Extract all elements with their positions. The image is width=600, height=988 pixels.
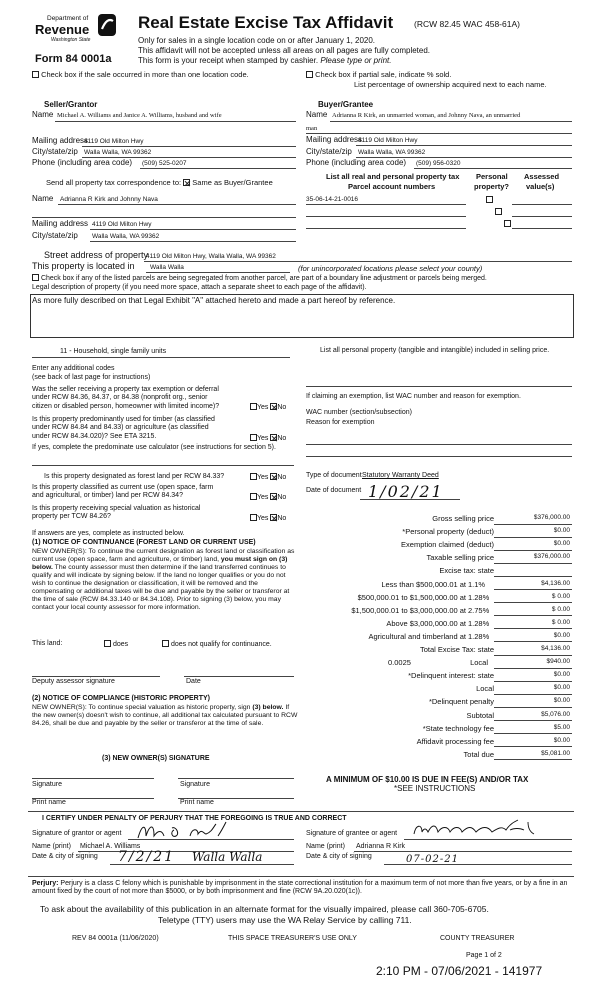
tax-row-label: *Personal property (deduct) bbox=[402, 527, 494, 537]
does-option[interactable]: does bbox=[104, 640, 128, 649]
tax-row-value[interactable]: $5,081.00 bbox=[541, 749, 570, 757]
tax-row-label: Local bbox=[470, 658, 488, 668]
doc-type-label: Type of document bbox=[306, 472, 362, 479]
rev-number: REV 84 0001a (11/06/2020) bbox=[72, 935, 159, 942]
street-value[interactable]: 4119 Old Milton Hwy, Walla Walla, WA 99362 bbox=[146, 253, 276, 260]
seller-mail[interactable]: 4119 Old Milton Hwy bbox=[84, 138, 144, 145]
grantee-sig-label: Signature of grantee or agent bbox=[306, 830, 398, 837]
tax-row-value[interactable]: $376,000.00 bbox=[533, 514, 570, 521]
tax-row-label: Less than $500,000.01 at bbox=[381, 579, 466, 589]
tax-row-rate: 0.0025 bbox=[388, 658, 411, 668]
buyer-city-label: City/state/zip bbox=[306, 147, 352, 156]
tax-row-value[interactable]: $4,136.00 bbox=[541, 579, 570, 587]
deputy-date-label: Date bbox=[186, 678, 201, 685]
form-number: Form 84 0001a bbox=[35, 53, 112, 65]
notice3-title: (3) NEW OWNER(S) SIGNATURE bbox=[102, 755, 210, 762]
additional-codes-2: (see back of last page for instructions) bbox=[32, 374, 151, 381]
assessed-header-2: value(s) bbox=[526, 182, 555, 191]
legal-description: As more fully described on that Legal Exhibit "A" attached hereto and made a part hereof by reference. bbox=[32, 296, 396, 305]
partial-sale-checkbox[interactable] bbox=[306, 71, 313, 78]
grantee-date[interactable]: 07-02-21 bbox=[406, 854, 459, 865]
q1-no-checkbox[interactable] bbox=[270, 403, 277, 410]
dept-line1: Department of bbox=[47, 15, 89, 22]
tax-row-value[interactable]: $940.00 bbox=[546, 658, 570, 666]
notice2-title: (2) NOTICE OF COMPLIANCE (HISTORIC PROPERTY) bbox=[32, 695, 210, 702]
seller-mail-label: Mailing address bbox=[32, 136, 89, 145]
deputy-signature-label: Deputy assessor signature bbox=[32, 678, 115, 685]
multi-location-check[interactable]: Check box if the sale occurred in more than one location code. bbox=[32, 70, 249, 79]
q5-no-checkbox[interactable] bbox=[270, 514, 277, 521]
tax-row-label: Taxable selling price bbox=[426, 553, 494, 563]
dept-line3: Washington State bbox=[51, 37, 91, 43]
certify-heading: I CERTIFY UNDER PENALTY OF PERJURY THAT THE FOREGOING IS TRUE AND CORRECT bbox=[42, 815, 347, 822]
form-title: Real Estate Excise Tax Affidavit bbox=[138, 13, 394, 32]
buyer-city[interactable]: Walla Walla, WA 99362 bbox=[358, 149, 426, 156]
new-owner-signature-1: Signature bbox=[32, 781, 62, 788]
tax-row-value[interactable]: $0.00 bbox=[553, 527, 570, 535]
dept-line2: Revenue bbox=[35, 22, 90, 37]
buyer-mail[interactable]: 4119 Old Milton Hwy bbox=[358, 137, 418, 144]
q5-answer[interactable]: Yes No bbox=[250, 514, 286, 523]
new-owner-print-2: Print name bbox=[180, 799, 214, 806]
tax-row-label: Gross selling price bbox=[432, 514, 494, 523]
minimum-due: A MINIMUM OF $10.00 IS DUE IN FEE(S) AND/OR TAX bbox=[326, 775, 529, 784]
doc-type[interactable]: Statutory Warranty Deed bbox=[362, 472, 439, 479]
seller-city-label: City/state/zip bbox=[32, 147, 78, 156]
personal-header-2: property? bbox=[474, 182, 510, 191]
seller-name[interactable]: Michael A. Williams and Janice A. Williams, husband and wife bbox=[57, 112, 222, 119]
corr-mail[interactable]: 4119 Old Milton Hwy bbox=[92, 221, 152, 228]
grantor-name-label: Name (print) bbox=[32, 843, 71, 850]
notice1-title: (1) NOTICE OF CONTINUANCE (FOREST LAND OR CURRENT USE) bbox=[32, 539, 256, 546]
dor-logo bbox=[29, 13, 119, 53]
located-label: This property is located in bbox=[32, 261, 135, 271]
subtitle-2: This affidavit will not be accepted unless all areas on all pages are fully completed. bbox=[138, 46, 431, 55]
tax-row-label: $500,000.01 to $1,500,000.00 at bbox=[357, 592, 466, 602]
seller-phone-label: Phone (including area code) bbox=[32, 158, 133, 167]
grantee-name-label: Name (print) bbox=[306, 843, 345, 850]
segregated-checkbox[interactable] bbox=[32, 274, 39, 281]
assessed-header-1: Assessed bbox=[524, 172, 560, 181]
tax-row-value[interactable]: $0.00 bbox=[553, 684, 570, 692]
tax-row-value[interactable]: $5.00 bbox=[553, 723, 570, 731]
new-owner-print-1: Print name bbox=[32, 799, 66, 806]
tax-row-value[interactable]: $ 0.00 bbox=[551, 605, 570, 613]
buyer-name[interactable]: Adrianna R Kirk, an unmarried woman, and Johnny Nava, an unmarried bbox=[332, 112, 521, 119]
reason-label: Reason for exemption bbox=[306, 419, 375, 426]
tax-row-label: Total due bbox=[463, 749, 494, 759]
subtitle-1: Only for sales in a single location code on or after January 1, 2020. bbox=[138, 36, 376, 45]
subtitle-3: This form is your receipt when stamped by cashier. Please type or print. bbox=[138, 56, 392, 65]
wac-label: WAC number (section/subsection) bbox=[306, 409, 412, 416]
q4-yes-checkbox[interactable] bbox=[250, 493, 257, 500]
additional-codes-1: Enter any additional codes bbox=[32, 365, 115, 372]
use-code[interactable]: 11 - Household, single family units bbox=[60, 348, 167, 355]
tax-row-value[interactable]: $0.00 bbox=[553, 697, 570, 705]
parcel-number[interactable]: 35-06-14-21-0016 bbox=[306, 196, 359, 203]
buyer-mail-label: Mailing address bbox=[306, 135, 363, 144]
q3-text: Is this property designated as forest land per RCW 84.33? bbox=[44, 473, 225, 480]
q4-no-checkbox[interactable] bbox=[270, 493, 277, 500]
notice2-body: NEW OWNER(S): To continue special valuation as historic property, sign (3) below. If the new owner(s) doesn't wish to continue, all additional tax calculated pursuant to RCW 84.26, shall be due and payable by the seller or transferor at the time of sale. bbox=[32, 704, 298, 728]
tty-note: Teletype (TTY) users may use the WA Relay Service by calling 711. bbox=[158, 915, 412, 925]
grantee-date-label: Date & city of signing bbox=[306, 853, 372, 860]
buyer-name-label: Name bbox=[306, 110, 328, 119]
tax-row-value[interactable]: $0.00 bbox=[553, 671, 570, 679]
buyer-heading: Buyer/Grantee bbox=[318, 100, 374, 109]
q1-yes-checkbox[interactable] bbox=[250, 403, 257, 410]
parcel-3-personal-checkbox[interactable] bbox=[504, 220, 511, 227]
tax-row-label: Local bbox=[476, 684, 494, 694]
tax-row-label: Exemption claimed (deduct) bbox=[401, 540, 494, 550]
q3-answer[interactable]: Yes No bbox=[250, 473, 286, 482]
tax-row-label: Affidavit processing fee bbox=[416, 736, 494, 746]
personal-header-1: Personal bbox=[476, 172, 508, 181]
q5-text: Is this property receiving special valuation as historical property per TCW 84.26? bbox=[32, 505, 201, 521]
tax-row-rate: 2.75% bbox=[468, 605, 490, 615]
buyer-name-2[interactable]: man bbox=[306, 125, 318, 132]
segregated-check[interactable]: Check box if any of the listed parcels are being segregated from another parcel, are part of a boundary line adjustment or parcels being merged. bbox=[32, 274, 487, 283]
does-not-option[interactable]: does not qualify for continuance. bbox=[32, 640, 294, 649]
q4-answer[interactable]: Yes No bbox=[250, 493, 286, 502]
treasurer-use: THIS SPACE TREASURER'S USE ONLY bbox=[228, 935, 357, 942]
tax-row-value[interactable]: $0.00 bbox=[553, 631, 570, 639]
q2-text: Is this property predominantly used for timber (as classified under RCW 84.84 and 84.33) or agriculture (as classified under RCW 84.34.020)? See ETA 3215. bbox=[32, 416, 215, 440]
tax-row-label: Subtotal bbox=[466, 710, 494, 720]
legal-label: Legal description of property (if you need more space, attach a separate sheet to each page of the affidavit). bbox=[32, 284, 367, 291]
tax-row-label: *Delinquent interest: state bbox=[408, 671, 494, 681]
tax-row-value[interactable]: $4,136.00 bbox=[541, 645, 570, 652]
tax-row-label: *Delinquent penalty bbox=[428, 697, 494, 707]
q1-text: Was the seller receiving a property tax exemption or deferral under RCW 84.36, 84.37, or 84.38 (nonprofit org., senior citizen or disabled person, homeowner with limited income)? bbox=[32, 386, 220, 410]
if-yes-note: If answers are yes, complete as instructed below. bbox=[32, 530, 185, 537]
new-owner-signature-2: Signature bbox=[180, 781, 210, 788]
exemption-note: If claiming an exemption, list WAC number and reason for exemption. bbox=[306, 393, 521, 400]
grantor-city[interactable]: Walla Walla bbox=[192, 850, 263, 864]
q2-answer[interactable]: Yes No bbox=[250, 434, 286, 443]
notice1-body: NEW OWNER(S): To continue the current designation as forest land or classification as current use (open space, farm and agriculture, or timber) land, you must sign on (3) below. The county assessor must then determine if the land transferred continues to qualify and will indicate by signing below. If the land no longer qualifies or you do not wish to continue the designation or classification, it will be removed and the compensating or additional taxes will be due and payable by the seller or transferor at the time of sale (RCW 84.33.140 or 84.34.108). Prior to signing (3) below, you may contact your local county assessor for more information. bbox=[32, 548, 295, 612]
grantor-name[interactable]: Michael A. Williams bbox=[80, 843, 141, 850]
q3-no-checkbox[interactable] bbox=[270, 473, 277, 480]
cashier-stamp: 2:10 PM - 07/06/2021 - 141977 bbox=[376, 964, 543, 978]
parcel-header-1: List all real and personal property tax bbox=[326, 172, 460, 181]
tax-row-rate: 1.1% bbox=[468, 579, 486, 589]
grantee-name[interactable]: Adrianna R Kirk bbox=[356, 843, 406, 850]
tax-row-rate: 1.28% bbox=[468, 618, 490, 628]
q2-note: If yes, complete the predominate use calculator (see instructions for section 5). bbox=[32, 444, 276, 451]
doc-date[interactable]: 1/02/21 bbox=[368, 482, 444, 501]
corr-city[interactable]: Walla Walla, WA 99362 bbox=[92, 233, 160, 240]
grantee-signature-image[interactable] bbox=[410, 818, 550, 840]
parcel-header-2: Parcel account numbers bbox=[348, 182, 436, 191]
corr-name-label: Name bbox=[32, 194, 54, 203]
q3-yes-checkbox[interactable] bbox=[250, 473, 257, 480]
unincorporated-note: (for unincorporated locations please select your county) bbox=[298, 264, 483, 273]
tax-row-rate: 1.28% bbox=[468, 631, 490, 641]
grantor-sig-label: Signature of grantor or agent bbox=[32, 830, 122, 837]
buyer-phone-label: Phone (including area code) bbox=[306, 158, 407, 167]
q1-answer[interactable]: Yes No bbox=[250, 403, 286, 412]
doc-date-label: Date of document bbox=[306, 487, 362, 494]
tax-row-label: Above $3,000,000.00 at bbox=[386, 618, 466, 628]
multi-location-checkbox[interactable] bbox=[32, 71, 39, 78]
page-number: Page 1 of 2 bbox=[466, 952, 502, 959]
tax-row-rate: 1.28% bbox=[468, 592, 490, 602]
personal-property-note: List all personal property (tangible and intangible) included in selling price. bbox=[320, 347, 550, 354]
tax-row-label: *State technology fee bbox=[422, 723, 494, 733]
revenue-emblem-icon bbox=[97, 13, 117, 37]
correspondence-line: Send all property tax correspondence to: Same as Buyer/Grantee bbox=[46, 178, 273, 187]
tax-row-value[interactable]: $0.00 bbox=[553, 540, 570, 548]
same-as-buyer-checkbox[interactable] bbox=[183, 179, 190, 186]
perjury-note: Perjury: Perjury is a class C felony which is punishable by imprisonment in the state correctional institution for a maximum term of not more than five years, or by a fine in an amount fixed by the court of not more than $5000, or by both imprisonment and fine (RCW 9A.20.020(1c)). bbox=[32, 880, 568, 896]
parcel-2-personal-checkbox[interactable] bbox=[495, 208, 502, 215]
corr-city-label: City/state/zip bbox=[32, 231, 78, 240]
tax-row-value[interactable]: $5,076.00 bbox=[541, 710, 570, 718]
tax-row-label: Total Excise Tax: state bbox=[419, 645, 494, 654]
county-treasurer: COUNTY TREASURER bbox=[440, 935, 515, 942]
tax-row-label: Agricultural and timberland at bbox=[368, 631, 466, 641]
alt-format-note: To ask about the availability of this publication in an alternate format for the visually impaired, please call 360-705-6705. bbox=[40, 904, 489, 914]
located-value[interactable]: Walla Walla bbox=[150, 264, 184, 271]
grantor-date-label: Date & city of signing bbox=[32, 853, 98, 860]
tax-row-value[interactable]: $ 0.00 bbox=[551, 592, 570, 600]
seller-name-label: Name bbox=[32, 110, 54, 119]
q4-text: Is this property classified as current use (open space, farm and agricultural, or timber) land per RCW 84.34? bbox=[32, 484, 214, 500]
grantor-date[interactable]: 7/2/21 bbox=[118, 849, 176, 865]
tax-row-value[interactable]: $376,000.00 bbox=[533, 553, 570, 561]
q2-no-checkbox[interactable] bbox=[270, 434, 277, 441]
tax-row-label: Excise tax: state bbox=[439, 566, 494, 576]
parcel-1-personal-checkbox[interactable] bbox=[486, 196, 493, 203]
street-label: Street address of property bbox=[44, 250, 149, 260]
corr-name[interactable]: Adrianna R Kirk and Johnny Nava bbox=[60, 196, 158, 203]
corr-mail-label: Mailing address bbox=[32, 219, 89, 228]
buyer-phone[interactable]: (509) 956-0320 bbox=[416, 160, 461, 167]
tax-row-label: $1,500,000.01 to $3,000,000.00 at bbox=[351, 605, 466, 615]
tax-row-value[interactable]: $ 0.00 bbox=[551, 618, 570, 626]
partial-sale-check[interactable]: Check box if partial sale, indicate % sold. bbox=[306, 70, 451, 79]
partial-sale-note: List percentage of ownership acquired next to each name. bbox=[354, 80, 547, 89]
q2-yes-checkbox[interactable] bbox=[250, 434, 257, 441]
does-not-qualify-checkbox[interactable] bbox=[162, 640, 169, 647]
q5-yes-checkbox[interactable] bbox=[250, 514, 257, 521]
see-instructions: *SEE INSTRUCTIONS bbox=[394, 784, 476, 793]
seller-phone[interactable]: (509) 525-0207 bbox=[142, 160, 187, 167]
seller-city[interactable]: Walla Walla, WA 99362 bbox=[84, 149, 152, 156]
form-rcw: (RCW 82.45 WAC 458-61A) bbox=[414, 19, 520, 29]
seller-heading: Seller/Grantor bbox=[44, 100, 98, 109]
this-land-label: This land: bbox=[32, 640, 63, 647]
tax-row-value[interactable]: $0.00 bbox=[553, 736, 570, 744]
